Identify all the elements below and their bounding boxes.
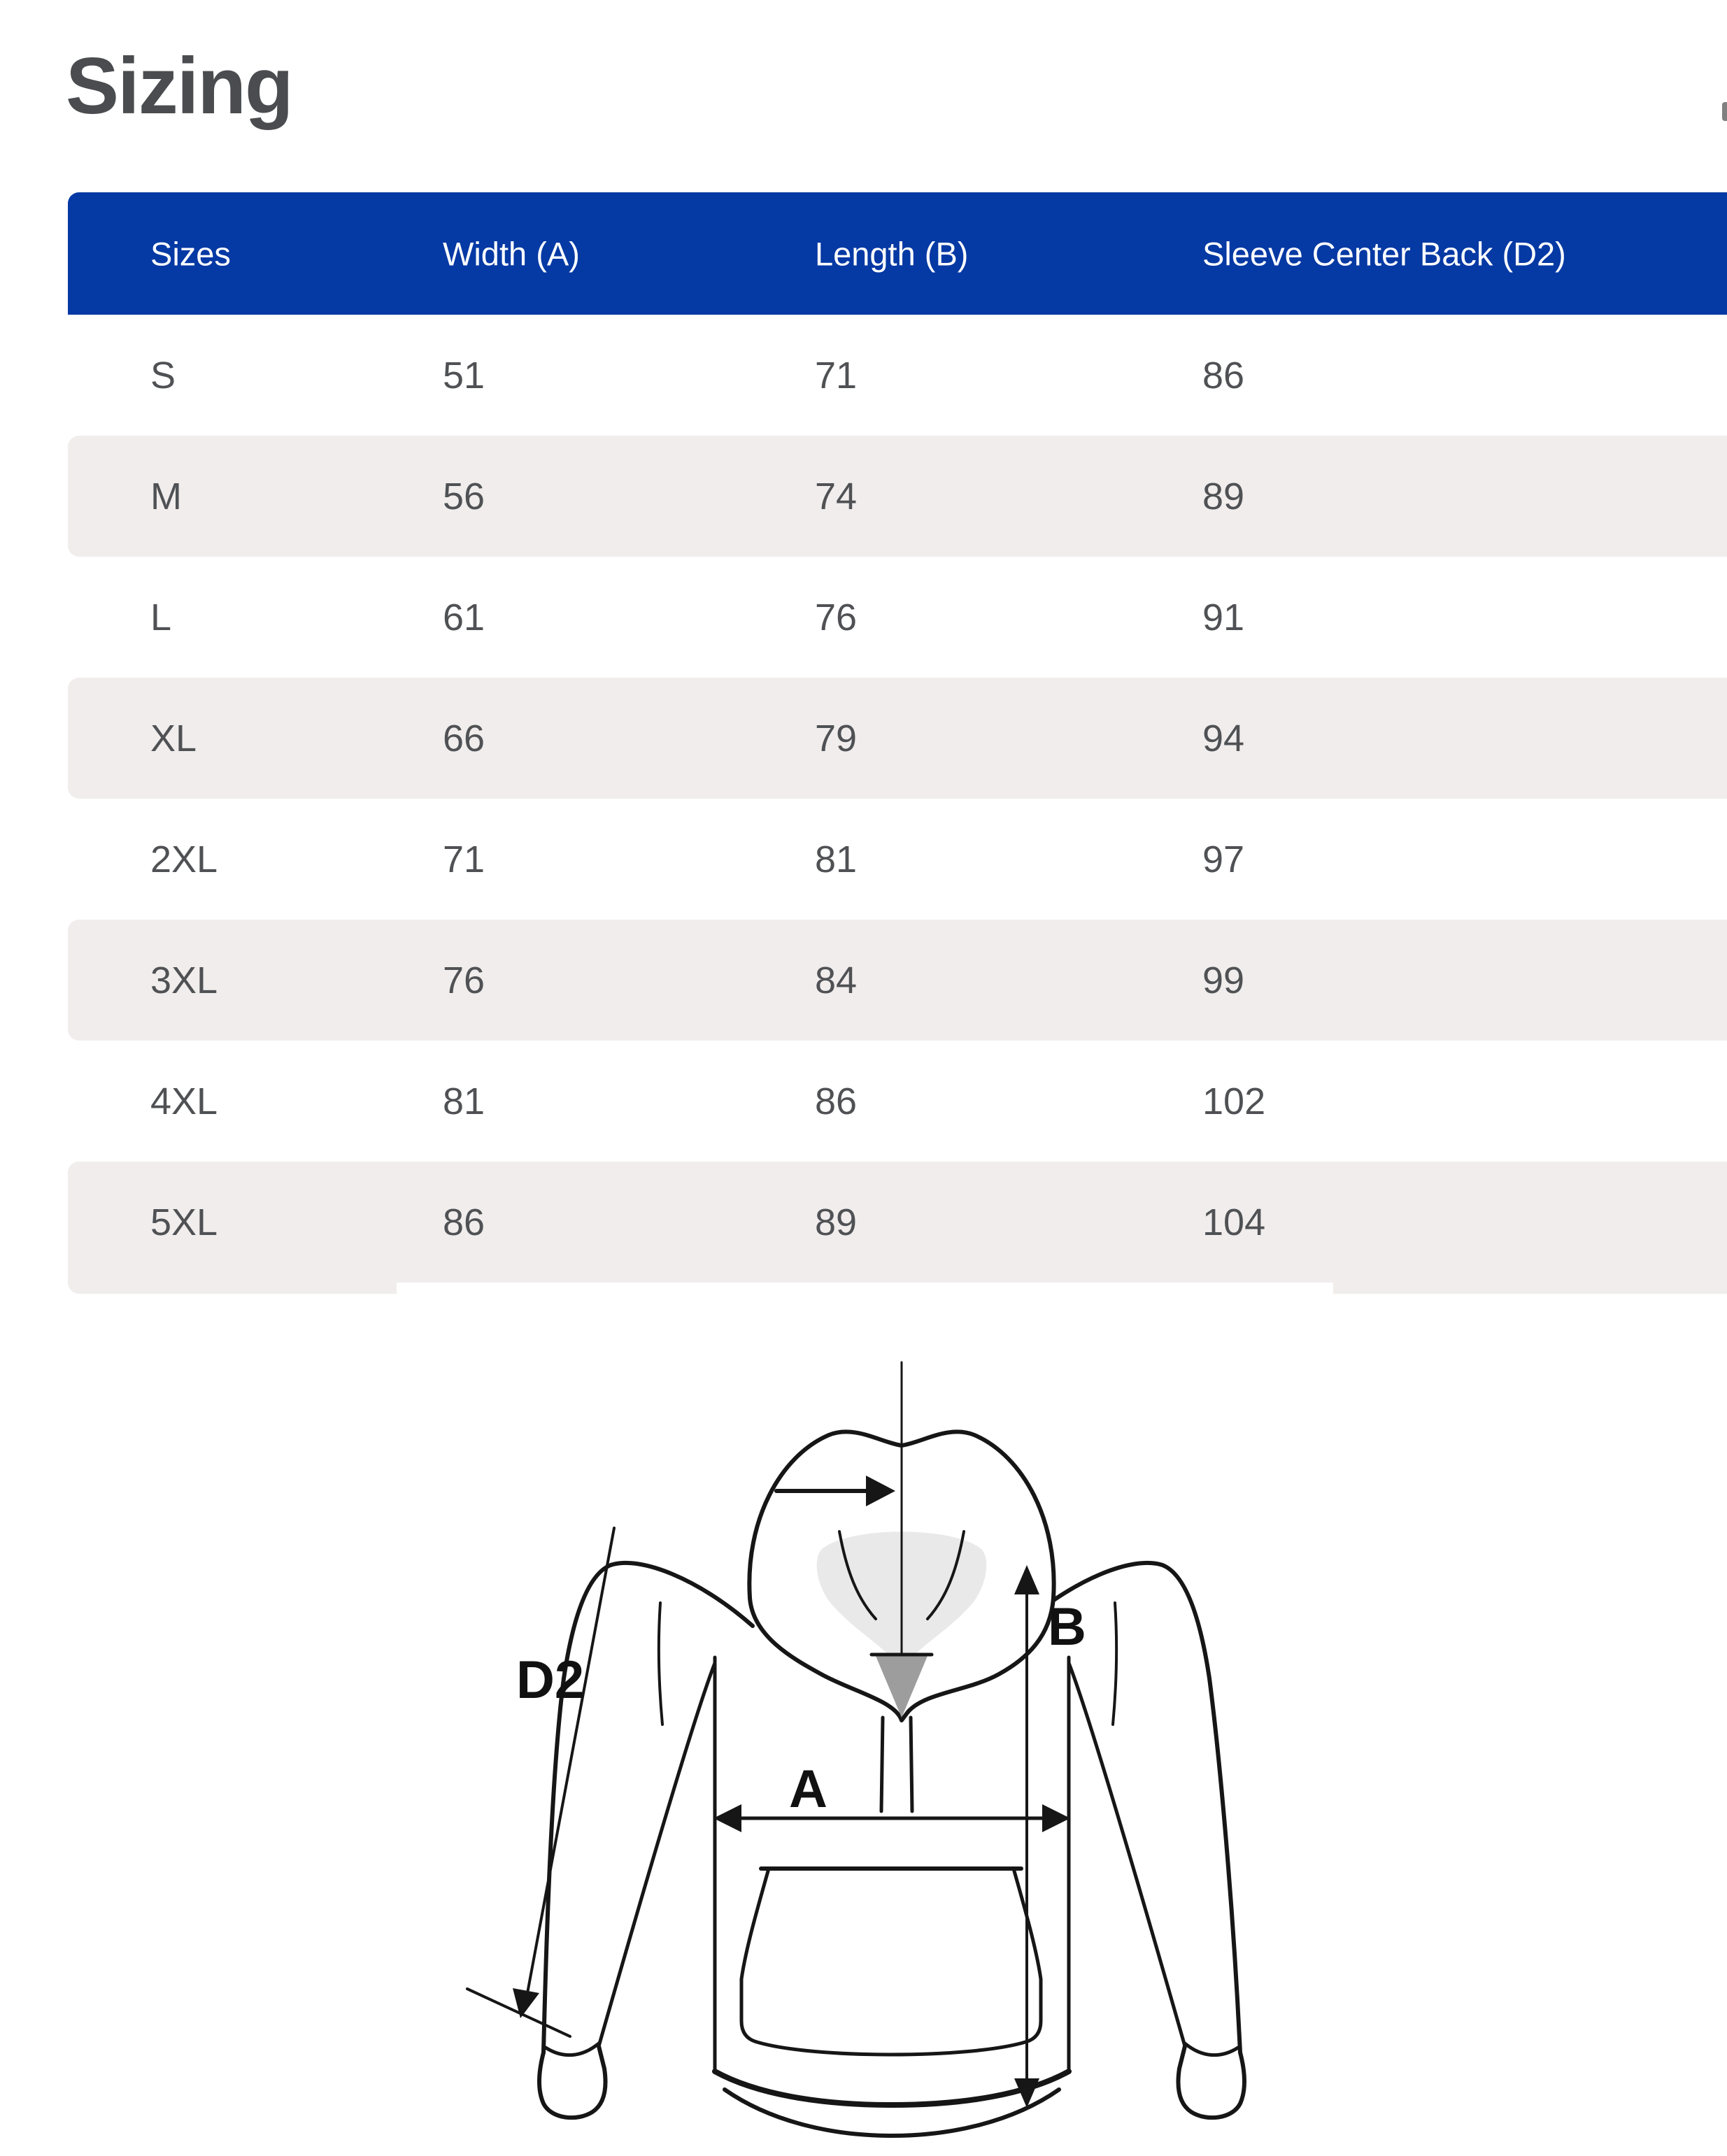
left-cuff-outline [539,2046,606,2118]
horizontal-scrollbar-thumb[interactable] [397,1283,1333,1294]
measure-a-arrowhead-left [713,1804,741,1832]
table-row [68,315,1727,436]
length-value: 79 [815,717,858,759]
hem-top-curve [715,2071,1069,2105]
size-label: 2XL [150,838,218,880]
size-label: M [150,475,182,517]
size-label: S [150,354,176,397]
right-drawstring [911,1718,912,1811]
hem-band-bottom-curve [725,2090,1059,2136]
sleeve-value: 86 [1202,354,1245,397]
width-value: 61 [443,596,485,638]
width-value: 56 [443,475,485,517]
length-value: 81 [815,838,858,880]
right-raglan-seam [1113,1603,1116,1725]
width-value: 66 [443,717,485,759]
table-row [68,678,1727,799]
left-cuff-seam [546,2043,599,2055]
hoodie-line-art [427,1329,1315,2156]
measure-d2-line [527,1528,614,1993]
length-value: 74 [815,475,858,517]
column-header-width: Width (A) [443,235,580,272]
table-row [68,1162,1727,1283]
table-header-row [68,192,1727,315]
size-label: L [150,596,172,638]
size-label: XL [150,717,197,759]
left-sleeve-inner-line [599,1663,715,2046]
sleeve-value: 97 [1202,838,1245,880]
table-row [68,1041,1727,1162]
left-raglan-seam [659,1603,662,1725]
length-value: 71 [815,354,858,397]
length-value: 89 [815,1201,858,1243]
hoodie-measurement-diagram [427,1329,1315,2156]
size-label: 5XL [150,1201,218,1243]
clipped-edge-mark [1722,102,1727,121]
measure-d2-arrowhead [513,1988,539,2018]
size-label: 3XL [150,959,218,1001]
right-cuff-outline [1178,2046,1244,2118]
length-value: 86 [815,1080,858,1122]
right-cuff-seam [1185,2043,1238,2055]
width-value: 86 [443,1201,485,1243]
left-sleeve-outer-line [543,1563,753,2053]
table-row [68,557,1727,678]
table-row [68,920,1727,1041]
table-row [68,436,1727,557]
page-title: Sizing [66,42,292,131]
d2-label: D2 [516,1650,585,1710]
a-label: A [789,1759,827,1819]
width-value: 71 [443,838,485,880]
measure-a-arrowhead-right [1042,1804,1070,1832]
sleeve-value: 99 [1202,959,1245,1001]
pocket-outline [741,1869,1041,2055]
width-value: 81 [443,1080,485,1122]
sizing-table [68,192,1727,1294]
right-sleeve-inner-line [1069,1663,1185,2046]
b-label: B [1048,1597,1086,1657]
sleeve-value: 104 [1202,1201,1266,1243]
sleeve-value: 91 [1202,596,1245,638]
column-header-sizes: Sizes [150,235,231,272]
width-value: 76 [443,959,485,1001]
length-value: 84 [815,959,858,1001]
size-label: 4XL [150,1080,218,1122]
sleeve-value: 94 [1202,717,1245,759]
column-header-sleeve: Sleeve Center Back (D2) [1202,235,1566,272]
horizontal-scrollbar-track[interactable] [68,1283,1727,1294]
left-drawstring [881,1718,883,1811]
table-row [68,799,1727,920]
width-value: 51 [443,354,485,397]
length-value: 76 [815,596,858,638]
column-header-length: Length (B) [815,235,969,272]
sleeve-value: 102 [1202,1080,1266,1122]
sleeve-value: 89 [1202,475,1245,517]
